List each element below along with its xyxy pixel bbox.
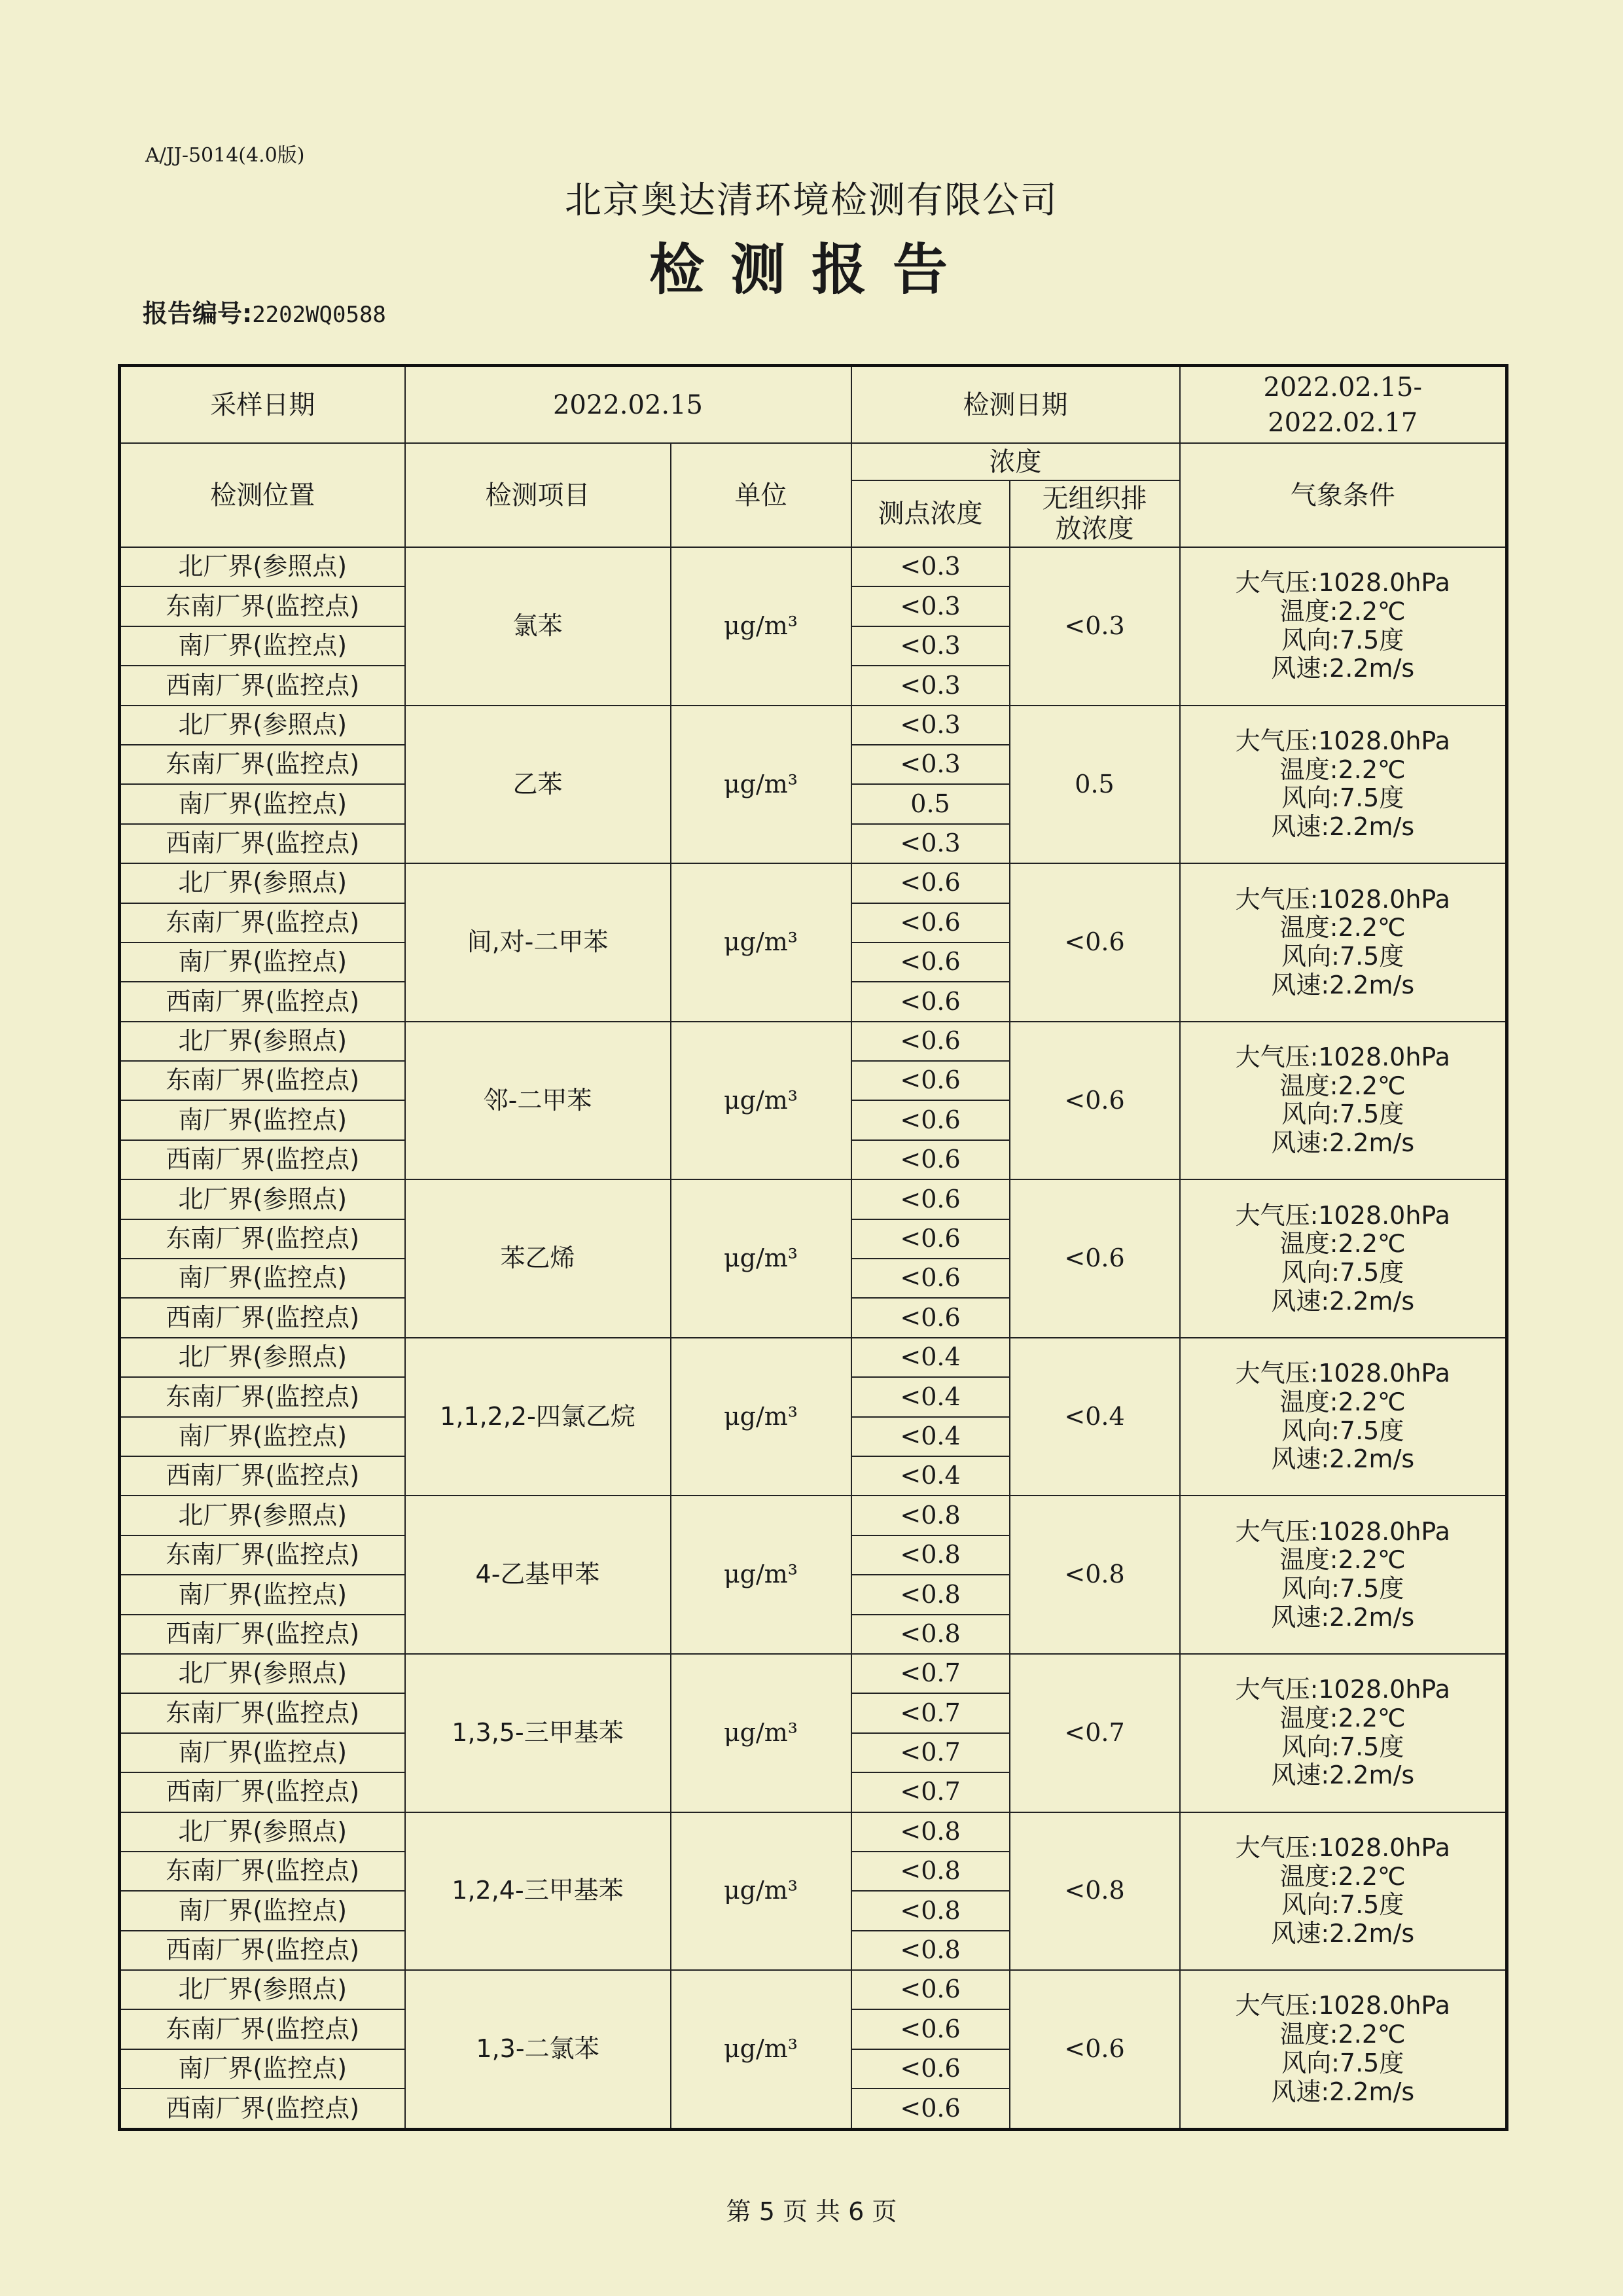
unit-cell: μg/m³ xyxy=(671,1970,851,2129)
weather-wind-speed: 风速:2.2m/s xyxy=(1271,1128,1415,1158)
sampling-date-label: 采样日期 xyxy=(120,366,405,444)
weather-wind-speed: 风速:2.2m/s xyxy=(1271,1602,1415,1632)
report-title: 检测报告 xyxy=(649,238,974,302)
location-cell: 西南厂界(监控点) xyxy=(120,2089,405,2129)
report-number-label: 报告编号: xyxy=(143,299,253,328)
location-cell: 西南厂界(监控点) xyxy=(120,982,405,1021)
location-cell: 东南厂界(监控点) xyxy=(120,1219,405,1259)
point-concentration-cell: <0.8 xyxy=(851,1852,1010,1891)
col-point-conc-header: 测点浓度 xyxy=(851,480,1010,547)
weather-pressure: 大气压:1028.0hPa xyxy=(1235,568,1450,598)
point-concentration-cell: <0.6 xyxy=(851,1259,1010,1298)
weather-wind-dir: 风向:7.5度 xyxy=(1281,783,1404,813)
point-concentration-cell: <0.3 xyxy=(851,824,1010,863)
location-cell: 南厂界(监控点) xyxy=(120,1417,405,1456)
weather-wind-dir: 风向:7.5度 xyxy=(1281,1416,1404,1445)
test-item-cell: 间,对-二甲苯 xyxy=(405,863,671,1022)
weather-cell xyxy=(1180,1496,1507,1654)
point-concentration-cell: <0.8 xyxy=(851,1575,1010,1614)
weather-wind-speed: 风速:2.2m/s xyxy=(1271,2077,1415,2106)
location-cell: 东南厂界(监控点) xyxy=(120,586,405,626)
unit-cell: μg/m³ xyxy=(671,863,851,1022)
location-cell: 北厂界(参照点) xyxy=(120,1022,405,1061)
point-concentration-cell: <0.6 xyxy=(851,2089,1010,2129)
weather-pressure: 大气压:1028.0hPa xyxy=(1235,1833,1450,1862)
weather-pressure: 大气压:1028.0hPa xyxy=(1235,1359,1450,1388)
point-concentration-cell: <0.6 xyxy=(851,2009,1010,2049)
col-unorganized-conc-header xyxy=(1010,480,1180,547)
table-row xyxy=(120,1812,1507,1852)
table-row xyxy=(120,706,1507,745)
location-cell: 南厂界(监控点) xyxy=(120,1259,405,1298)
weather-cell xyxy=(1180,706,1507,864)
weather-pressure: 大气压:1028.0hPa xyxy=(1235,1516,1450,1546)
location-cell: 南厂界(监控点) xyxy=(120,784,405,823)
point-concentration-cell: <0.3 xyxy=(851,586,1010,626)
point-concentration-cell: <0.6 xyxy=(851,1970,1010,2009)
point-concentration-cell: <0.6 xyxy=(851,1061,1010,1100)
point-concentration-cell: 0.5 xyxy=(851,784,1010,823)
test-item-cell: 4-乙基甲苯 xyxy=(405,1496,671,1654)
location-cell: 北厂界(参照点) xyxy=(120,706,405,745)
test-item-cell: 1,1,2,2-四氯乙烷 xyxy=(405,1338,671,1496)
weather-wind-dir: 风向:7.5度 xyxy=(1281,1100,1404,1129)
location-cell: 北厂界(参照点) xyxy=(120,1812,405,1852)
point-concentration-cell: <0.7 xyxy=(851,1772,1010,1812)
weather-wind-speed: 风速:2.2m/s xyxy=(1271,654,1415,683)
weather-wind-dir: 风向:7.5度 xyxy=(1281,941,1404,971)
test-item-cell: 1,3,5-三甲基苯 xyxy=(405,1654,671,1812)
weather-temperature: 温度:2.2℃ xyxy=(1279,755,1406,784)
results-table xyxy=(118,364,1508,2131)
report-number-value: 2202WQ0588 xyxy=(252,302,386,328)
weather-temperature: 温度:2.2℃ xyxy=(1279,597,1406,626)
point-concentration-cell: <0.6 xyxy=(851,903,1010,942)
location-cell: 西南厂界(监控点) xyxy=(120,1615,405,1654)
test-item-cell: 邻-二甲苯 xyxy=(405,1022,671,1180)
report-number xyxy=(143,293,386,329)
col-unorganized-conc-line-2: 放浓度 xyxy=(1055,514,1134,544)
weather-wind-dir: 风向:7.5度 xyxy=(1281,1732,1404,1761)
test-item-cell: 1,3-二氯苯 xyxy=(405,1970,671,2129)
location-cell: 东南厂界(监控点) xyxy=(120,2009,405,2049)
location-cell: 北厂界(参照点) xyxy=(120,1970,405,2009)
weather-wind-speed: 风速:2.2m/s xyxy=(1271,970,1415,999)
location-cell: 南厂界(监控点) xyxy=(120,2049,405,2089)
weather-cell xyxy=(1180,1338,1507,1496)
weather-wind-dir: 风向:7.5度 xyxy=(1281,625,1404,655)
col-location-header: 检测位置 xyxy=(120,443,405,547)
date-row xyxy=(120,366,1507,444)
unit-cell: μg/m³ xyxy=(671,1654,851,1812)
point-concentration-cell: <0.8 xyxy=(851,1891,1010,1930)
weather-pressure: 大气压:1028.0hPa xyxy=(1235,1043,1450,1072)
point-concentration-cell: <0.3 xyxy=(851,745,1010,784)
location-cell: 东南厂界(监控点) xyxy=(120,1377,405,1416)
point-concentration-cell: <0.6 xyxy=(851,1140,1010,1179)
test-item-cell: 乙苯 xyxy=(405,706,671,864)
point-concentration-cell: <0.6 xyxy=(851,942,1010,982)
location-cell: 东南厂界(监控点) xyxy=(120,1693,405,1732)
point-concentration-cell: <0.8 xyxy=(851,1496,1010,1535)
emission-concentration-cell: <0.6 xyxy=(1010,1022,1180,1180)
weather-pressure: 大气压:1028.0hPa xyxy=(1235,1991,1450,2020)
weather-cell xyxy=(1180,1179,1507,1338)
weather-cell xyxy=(1180,1654,1507,1812)
weather-wind-speed: 风速:2.2m/s xyxy=(1271,1286,1415,1316)
weather-cell xyxy=(1180,547,1507,706)
location-cell: 西南厂界(监控点) xyxy=(120,666,405,705)
point-concentration-cell: <0.3 xyxy=(851,666,1010,705)
table-row xyxy=(120,1970,1507,2009)
weather-temperature: 温度:2.2℃ xyxy=(1279,1229,1406,1259)
location-cell: 西南厂界(监控点) xyxy=(120,1298,405,1337)
test-date-label: 检测日期 xyxy=(851,366,1180,444)
unit-cell: μg/m³ xyxy=(671,1496,851,1654)
weather-pressure: 大气压:1028.0hPa xyxy=(1235,726,1450,755)
point-concentration-cell: <0.4 xyxy=(851,1417,1010,1456)
test-date-value xyxy=(1180,366,1507,444)
location-cell: 北厂界(参照点) xyxy=(120,547,405,586)
weather-wind-dir: 风向:7.5度 xyxy=(1281,1890,1404,1920)
weather-wind-speed: 风速:2.2m/s xyxy=(1271,1444,1415,1474)
emission-concentration-cell: <0.6 xyxy=(1010,1970,1180,2129)
table-row xyxy=(120,1022,1507,1061)
weather-cell xyxy=(1180,863,1507,1022)
weather-wind-speed: 风速:2.2m/s xyxy=(1271,1918,1415,1948)
emission-concentration-cell: <0.8 xyxy=(1010,1812,1180,1971)
emission-concentration-cell: <0.8 xyxy=(1010,1496,1180,1654)
unit-cell: μg/m³ xyxy=(671,1338,851,1496)
weather-wind-speed: 风速:2.2m/s xyxy=(1271,812,1415,842)
test-date-start: 2022.02.15- xyxy=(1263,372,1423,403)
weather-pressure: 大气压:1028.0hPa xyxy=(1235,1200,1450,1230)
point-concentration-cell: <0.6 xyxy=(851,982,1010,1021)
weather-temperature: 温度:2.2℃ xyxy=(1279,1545,1406,1575)
weather-temperature: 温度:2.2℃ xyxy=(1279,1861,1406,1891)
location-cell: 东南厂界(监控点) xyxy=(120,1061,405,1100)
weather-pressure: 大气压:1028.0hPa xyxy=(1235,884,1450,914)
location-cell: 西南厂界(监控点) xyxy=(120,1456,405,1496)
point-concentration-cell: <0.8 xyxy=(851,1931,1010,1970)
weather-wind-dir: 风向:7.5度 xyxy=(1281,1574,1404,1604)
location-cell: 东南厂界(监控点) xyxy=(120,1535,405,1575)
weather-wind-dir: 风向:7.5度 xyxy=(1281,1258,1404,1287)
emission-concentration-cell: <0.3 xyxy=(1010,547,1180,706)
table-row xyxy=(120,1496,1507,1535)
point-concentration-cell: <0.6 xyxy=(851,1100,1010,1139)
location-cell: 东南厂界(监控点) xyxy=(120,903,405,942)
point-concentration-cell: <0.6 xyxy=(851,1219,1010,1259)
location-cell: 北厂界(参照点) xyxy=(120,863,405,903)
location-cell: 南厂界(监控点) xyxy=(120,1575,405,1614)
emission-concentration-cell: <0.6 xyxy=(1010,1179,1180,1338)
point-concentration-cell: <0.7 xyxy=(851,1693,1010,1732)
point-concentration-cell: <0.4 xyxy=(851,1338,1010,1377)
emission-concentration-cell: <0.4 xyxy=(1010,1338,1180,1496)
col-item-header: 检测项目 xyxy=(405,443,671,547)
col-unorganized-conc-line-1: 无组织排 xyxy=(1042,484,1147,514)
point-concentration-cell: <0.4 xyxy=(851,1456,1010,1496)
location-cell: 东南厂界(监控点) xyxy=(120,745,405,784)
point-concentration-cell: <0.3 xyxy=(851,706,1010,745)
point-concentration-cell: <0.8 xyxy=(851,1812,1010,1852)
location-cell: 南厂界(监控点) xyxy=(120,1100,405,1139)
unit-cell: μg/m³ xyxy=(671,1179,851,1338)
header-row-1 xyxy=(120,443,1507,480)
location-cell: 南厂界(监控点) xyxy=(120,626,405,666)
page-footer: 第 5 页 共 6 页 xyxy=(726,2197,897,2226)
location-cell: 北厂界(参照点) xyxy=(120,1338,405,1377)
table-row xyxy=(120,547,1507,586)
weather-temperature: 温度:2.2℃ xyxy=(1279,1704,1406,1733)
location-cell: 西南厂界(监控点) xyxy=(120,1140,405,1179)
unit-cell: μg/m³ xyxy=(671,1812,851,1971)
weather-temperature: 温度:2.2℃ xyxy=(1279,1071,1406,1100)
unit-cell: μg/m³ xyxy=(671,1022,851,1180)
point-concentration-cell: <0.3 xyxy=(851,547,1010,586)
point-concentration-cell: <0.6 xyxy=(851,2049,1010,2089)
location-cell: 南厂界(监控点) xyxy=(120,942,405,982)
table-row xyxy=(120,1338,1507,1377)
company-name: 北京奥达清环境检测有限公司 xyxy=(565,179,1058,222)
weather-temperature: 温度:2.2℃ xyxy=(1279,913,1406,942)
weather-wind-speed: 风速:2.2m/s xyxy=(1271,1761,1415,1790)
sampling-date-value: 2022.02.15 xyxy=(405,366,851,444)
point-concentration-cell: <0.8 xyxy=(851,1535,1010,1575)
unit-cell: μg/m³ xyxy=(671,547,851,706)
weather-cell xyxy=(1180,1022,1507,1180)
location-cell: 东南厂界(监控点) xyxy=(120,1852,405,1891)
location-cell: 北厂界(参照点) xyxy=(120,1179,405,1219)
point-concentration-cell: <0.6 xyxy=(851,1298,1010,1337)
point-concentration-cell: <0.4 xyxy=(851,1377,1010,1416)
location-cell: 北厂界(参照点) xyxy=(120,1654,405,1693)
weather-cell xyxy=(1180,1970,1507,2129)
unit-cell: μg/m³ xyxy=(671,706,851,864)
table-row xyxy=(120,1654,1507,1693)
table-row xyxy=(120,1179,1507,1219)
point-concentration-cell: <0.6 xyxy=(851,863,1010,903)
col-weather-header: 气象条件 xyxy=(1180,443,1507,547)
point-concentration-cell: <0.6 xyxy=(851,1022,1010,1061)
weather-cell xyxy=(1180,1812,1507,1971)
point-concentration-cell: <0.6 xyxy=(851,1179,1010,1219)
emission-concentration-cell: <0.7 xyxy=(1010,1654,1180,1812)
table-row xyxy=(120,863,1507,903)
location-cell: 南厂界(监控点) xyxy=(120,1733,405,1772)
location-cell: 西南厂界(监控点) xyxy=(120,824,405,863)
test-item-cell: 1,2,4-三甲基苯 xyxy=(405,1812,671,1971)
point-concentration-cell: <0.3 xyxy=(851,626,1010,666)
weather-temperature: 温度:2.2℃ xyxy=(1279,1387,1406,1416)
point-concentration-cell: <0.7 xyxy=(851,1733,1010,1772)
form-code: A/JJ-5014(4.0版) xyxy=(145,144,305,167)
col-concentration-header: 浓度 xyxy=(851,443,1180,480)
location-cell: 西南厂界(监控点) xyxy=(120,1772,405,1812)
test-date-end: 2022.02.17 xyxy=(1268,407,1418,438)
emission-concentration-cell: 0.5 xyxy=(1010,706,1180,864)
location-cell: 西南厂界(监控点) xyxy=(120,1931,405,1970)
location-cell: 北厂界(参照点) xyxy=(120,1496,405,1535)
location-cell: 南厂界(监控点) xyxy=(120,1891,405,1930)
point-concentration-cell: <0.7 xyxy=(851,1654,1010,1693)
weather-pressure: 大气压:1028.0hPa xyxy=(1235,1675,1450,1704)
weather-temperature: 温度:2.2℃ xyxy=(1279,2020,1406,2049)
test-item-cell: 氯苯 xyxy=(405,547,671,706)
col-unit-header: 单位 xyxy=(671,443,851,547)
emission-concentration-cell: <0.6 xyxy=(1010,863,1180,1022)
point-concentration-cell: <0.8 xyxy=(851,1615,1010,1654)
weather-wind-dir: 风向:7.5度 xyxy=(1281,2048,1404,2077)
test-item-cell: 苯乙烯 xyxy=(405,1179,671,1338)
